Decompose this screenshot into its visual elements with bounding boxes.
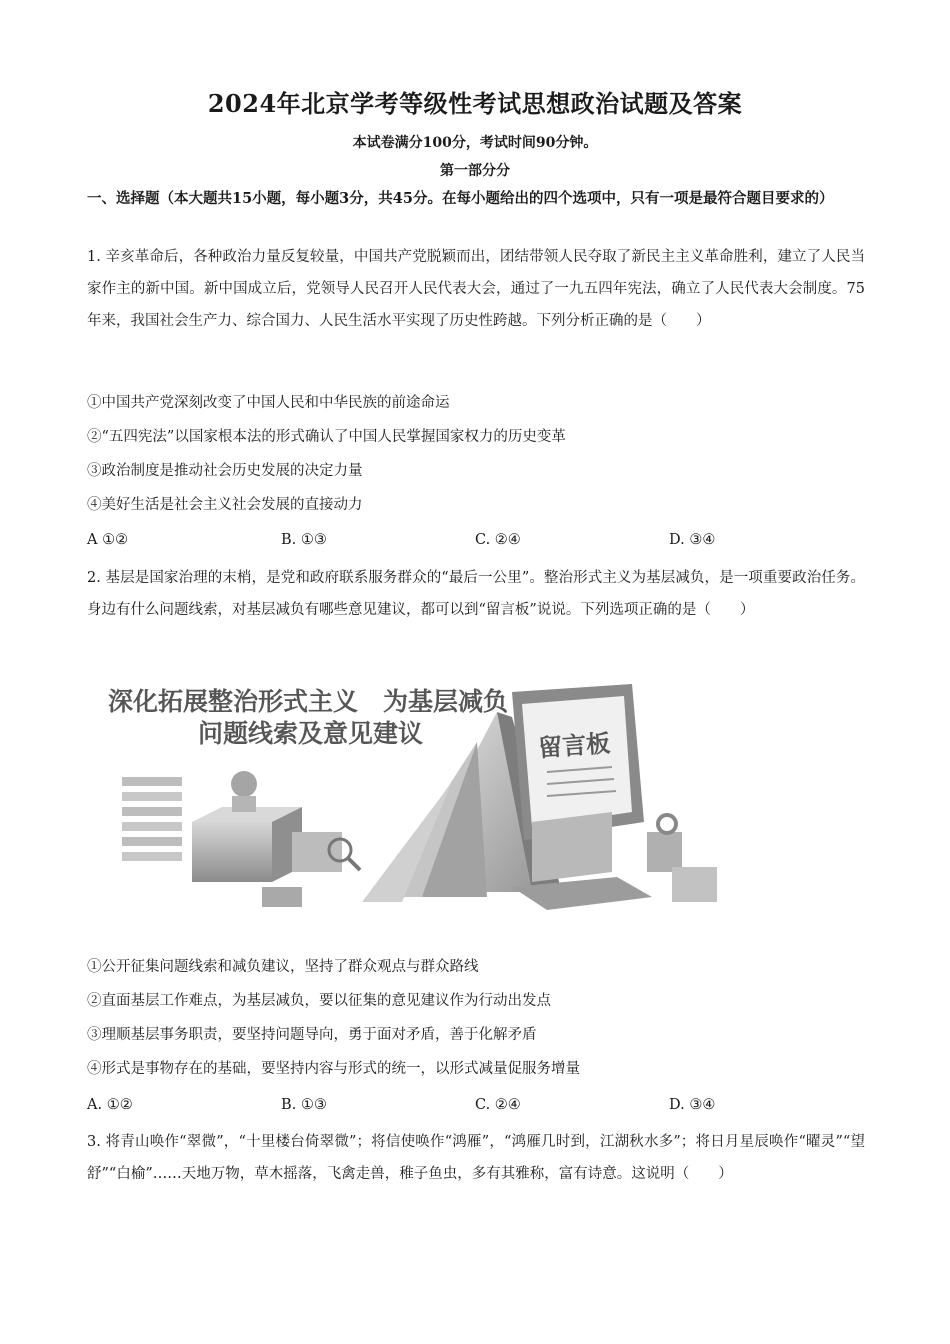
q2-statement-1: ①公开征集问题线索和减负建议，坚持了群众观点与群众路线 — [87, 959, 479, 975]
section-header: 一、选择题（本大题共15小题，每小题3分，共45分。在每小题给出的四个选项中，只有一项是最符合题目要求的） — [87, 190, 834, 207]
laptop-graphic — [512, 812, 652, 910]
figure-heading-line2: 问题线索及意见建议 — [198, 719, 424, 748]
part-heading: 第一部分分 — [440, 163, 510, 179]
q2-option-d: D. ③④ — [669, 1097, 716, 1113]
q3-stem: 3. 将青山唤作“翠微”，“十里楼台倚翠微”；将信使唤作“鸿雁”，“鸿雁几时到，江湖秋水多”；将日月星辰唤作“曜灵”“望舒”“白榆”……天地万物，草木摇落，飞禽走兽，稚子鱼虫，多有其雅称，富有诗意。这说明（ ） — [87, 1134, 865, 1182]
bar-graphic — [122, 777, 182, 861]
q1-statement-1: ①中国共产党深刻改变了中国人民和中华民族的前途命运 — [87, 395, 450, 411]
q1-option-c: C. ②④ — [475, 532, 521, 548]
small-blocks-graphic — [647, 815, 717, 902]
q2-option-b: B. ①③ — [281, 1097, 327, 1113]
q2-statement-3: ③理顺基层事务职责，要坚持问题导向，勇于面对矛盾，善于化解矛盾 — [87, 1027, 537, 1043]
q2-option-c: C. ②④ — [475, 1097, 521, 1113]
q2-stem: 2. 基层是国家治理的末梢，是党和政府联系服务群众的“最后一公里”。整治形式主义为基层减负，是一项重要政治任务。身边有什么问题线索，对基层减负有哪些意见建议，都可以到“留言板”说说。下列选项正确的是（ ） — [87, 570, 865, 618]
pedestal-graphic — [192, 771, 342, 907]
q2-option-a: A. ①② — [87, 1097, 133, 1113]
exam-instructions: 本试卷满分100分，考试时间90分钟。 — [352, 135, 598, 151]
q1-option-d: D. ③④ — [669, 532, 716, 548]
q2-statement-4: ④形式是事物存在的基础，要坚持内容与形式的统一，以形式减量促服务增量 — [87, 1061, 580, 1077]
message-board-label: 留言板 — [537, 729, 612, 763]
q2-illustration — [92, 672, 732, 944]
q1-option-b: B. ①③ — [281, 532, 327, 548]
q1-statement-2: ②“五四宪法”以国家根本法的形式确认了中国人民掌握国家权力的历史变革 — [87, 429, 566, 445]
q1-stem: 1. 辛亥革命后，各种政治力量反复较量，中国共产党脱颖而出，团结带领人民夺取了新民主主义革命胜利，建立了人民当家作主的新中国。新中国成立后，党领导人民召开人民代表大会，通过了一九五四年宪法，确立了人民代表大会制度。75年来，我国社会生产力、综合国力、人民生活水平实现了历史性跨越。下列分析正确的是（ ） — [87, 249, 865, 329]
page-title: 2024年北京学考等级性考试思想政治试题及答案 — [207, 89, 743, 118]
q1-statement-3: ③政治制度是推动社会历史发展的决定力量 — [87, 463, 363, 479]
figure-heading-line1: 深化拓展整治形式主义 为基层减负 — [108, 687, 509, 716]
q2-statement-2: ②直面基层工作难点，为基层减负，要以征集的意见建议作为行动出发点 — [87, 993, 551, 1009]
q1-statement-4: ④美好生活是社会主义社会发展的直接动力 — [87, 497, 363, 513]
q1-option-a: A ①② — [87, 532, 129, 548]
